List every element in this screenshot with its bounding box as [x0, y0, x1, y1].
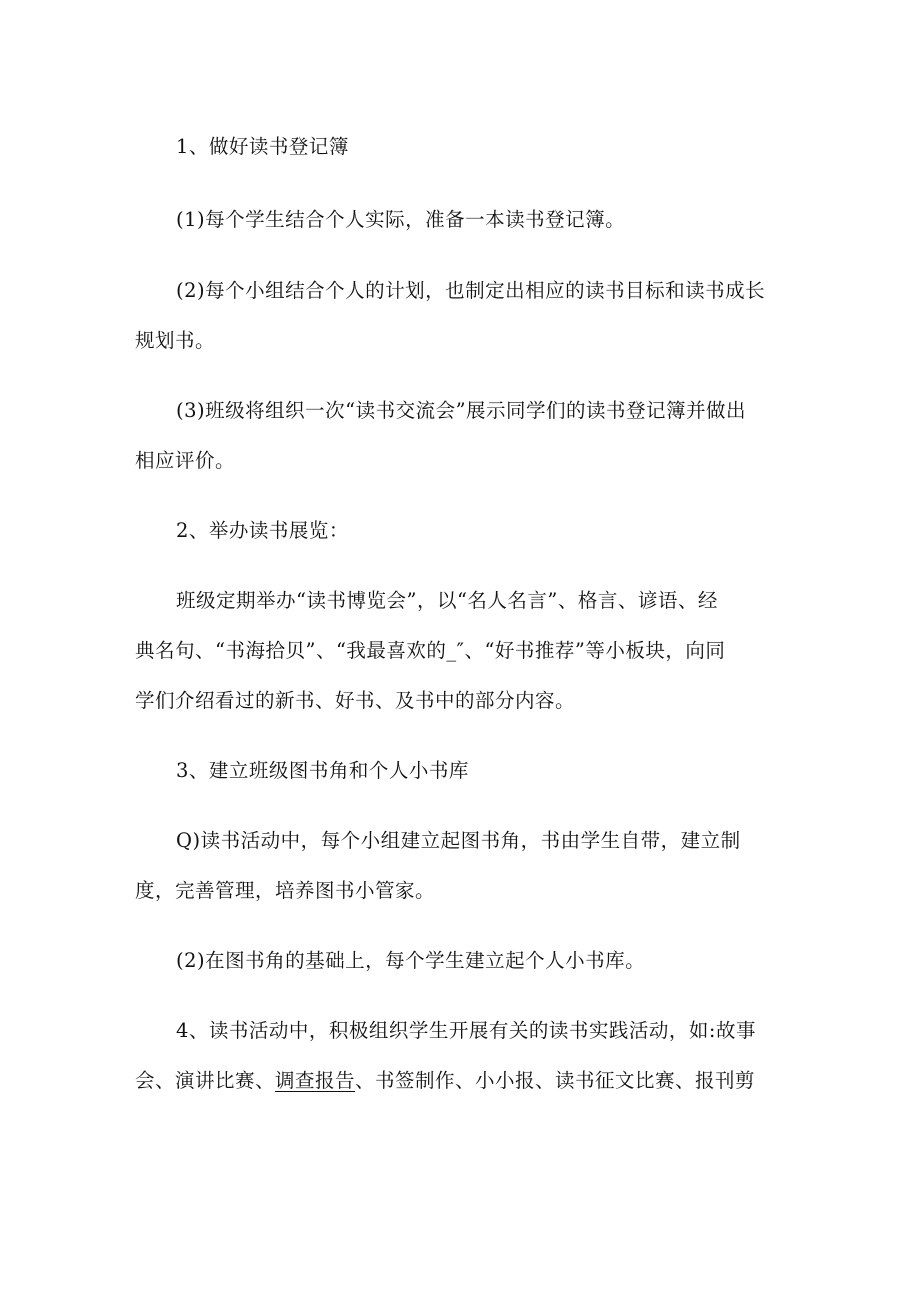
library-item-1-line-2: 度，完善管理，培养图书小管家。 [135, 879, 436, 902]
text-segment: 、书签制作、小小报、读书征文比赛、报刊剪 [355, 1069, 756, 1092]
heading-4-line-2 [135, 1066, 755, 1096]
paragraph-item-3-line-1: (3)班级将组织一次“读书交流会”展示同学们的读书登记簿并做出 [176, 399, 747, 422]
paragraph-item-2-line-1: (2)每个小组结合个人的计划，也制定出相应的读书目标和读书成长 [176, 279, 766, 302]
exhibition-paragraph-line-2: 典名句、“书海拾贝”、“我最喜欢的_″、“好书推荐”等小板块，向同 [135, 639, 726, 662]
paragraph-item-2-line-2: 规划书。 [135, 329, 216, 352]
heading-3: 3、建立班级图书角和个人小书库 [176, 759, 469, 782]
paragraph-item-1: (1)每个学生结合个人实际，准备一本读书登记簿。 [176, 208, 626, 231]
heading-4-line-1: 4、读书活动中，积极组织学生开展有关的读书实践活动，如:故事 [176, 1019, 756, 1042]
library-item-1-line-1: Q)读书活动中，每个小组建立起图书角，书由学生自带，建立制 [176, 829, 741, 852]
library-item-2: (2)在图书角的基础上，每个学生建立起个人小书库。 [176, 949, 646, 972]
exhibition-paragraph-line-1: 班级定期举办“读书博览会”，以“名人名言”、格言、谚语、经 [176, 589, 718, 612]
heading-2: 2、举办读书展览： [176, 519, 349, 542]
exhibition-paragraph-line-3: 学们介绍看过的新书、好书、及书中的部分内容。 [135, 689, 576, 712]
text-segment: 会、演讲比赛、 [135, 1069, 276, 1092]
survey-report-link[interactable]: 调查报告 [275, 1069, 356, 1092]
paragraph-item-3-line-2: 相应评价。 [135, 449, 236, 472]
heading-1: 1、做好读书登记簿 [176, 135, 349, 158]
